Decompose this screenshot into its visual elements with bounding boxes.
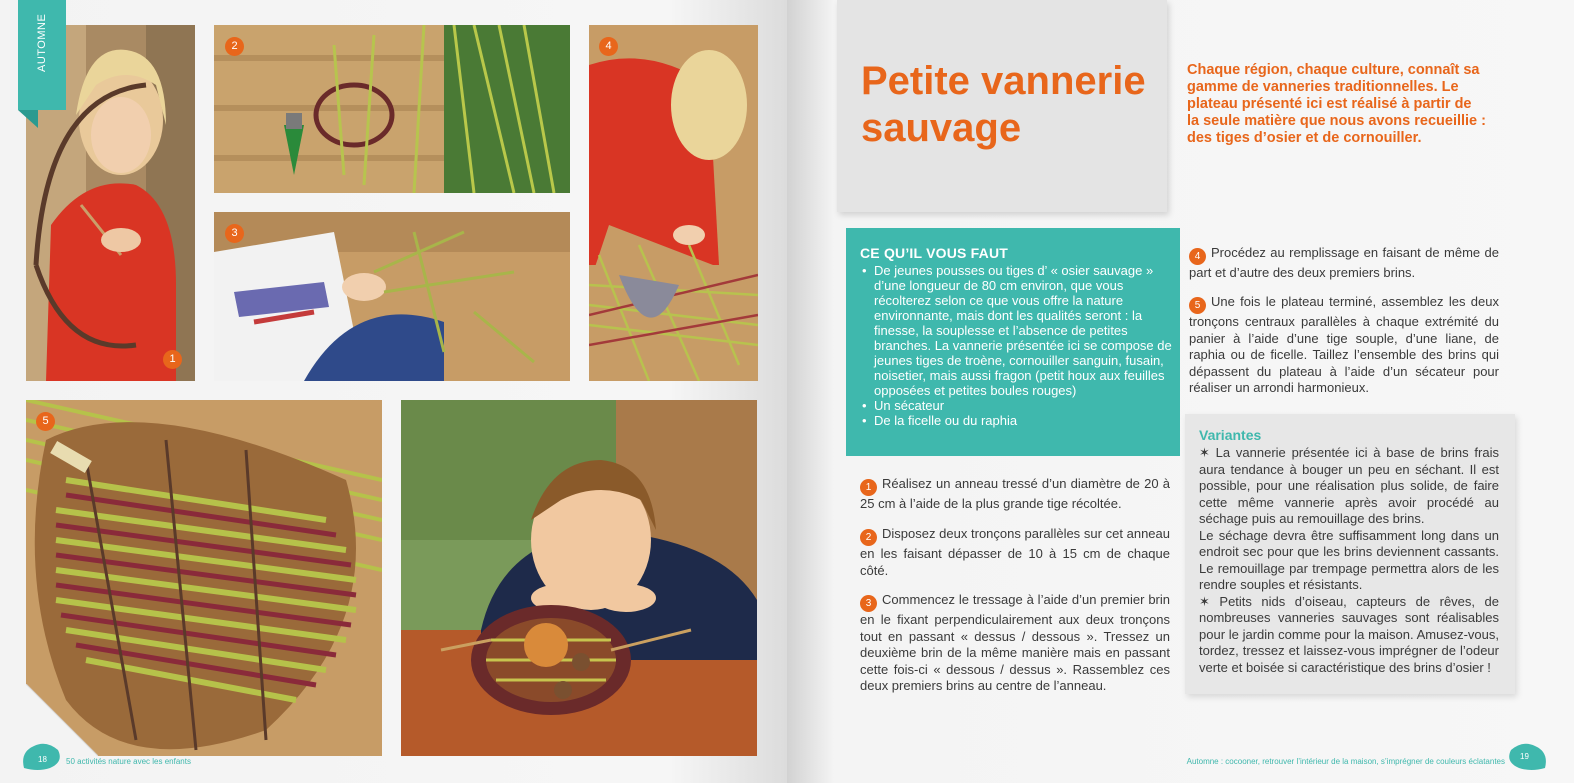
step-1 <box>860 476 1170 513</box>
materials-item: • De la ficelle ou du raphia <box>860 413 1172 428</box>
right-page <box>787 0 1574 783</box>
step-number-badge: 3 <box>860 595 877 612</box>
materials-item: • De jeunes pousses ou tiges d’ « osier sauvage » d’une longueur de 80 cm environ, que vous récolterez selon ce que vous offre la nature environnante, mais dont les qualités seront : la finesse, la souplesse et l’absence de petites branches. La vannerie présentée ici se compose de jeunes tiges de troène, cornouiller sanguin, fusain, noisetier, mais aussi fragon (petit houx aux feuilles opposées et petites boules rouges) <box>860 263 1172 398</box>
section-tab-fold <box>18 110 38 128</box>
variants-heading: Variantes <box>1199 427 1262 443</box>
variants-text <box>1199 445 1499 676</box>
step-text: Commencez le tressage à l’aide d’un premier brin en le fixant perpendiculairement aux deux tronçons tout en passant « dessus / dessous ». Tressez un deuxième brin de la même manière mais en passant cette fois-ci « dessous / dessus ». Rassemblez ces deux premiers brins au centre de l’anneau. <box>860 592 1170 693</box>
photo-badge-2: 2 <box>225 37 244 56</box>
step-4 <box>1189 245 1499 282</box>
footer-left: 50 activités nature avec les enfants <box>66 757 191 766</box>
variants-box <box>1185 414 1515 694</box>
materials-item: • Un sécateur <box>860 398 1172 413</box>
step-5 <box>1189 294 1499 397</box>
variants-paragraph: ✶ La vannerie présentée ici à base de brins frais aura tendance à bouger un peu en séchant. Il est possible, pour une réalisation plus solide, de faire cette même vannerie après avoir procédé au séchage puis au remouillage des brins. <box>1199 445 1499 526</box>
photo-badge-4: 4 <box>599 37 618 56</box>
footer-right: Automne : cocooner, retrouver l’intérieur de la maison, s’imprégner de couleurs éclatantes <box>1186 757 1505 766</box>
materials-list <box>860 263 1172 428</box>
materials-box <box>846 228 1180 456</box>
step-text: Disposez deux tronçons parallèles sur cet anneau en les faisant dépasser de 10 à 15 cm de chaque côté. <box>860 526 1170 578</box>
page-title-line-1: Petite vannerie <box>861 59 1146 103</box>
step-2 <box>860 526 1170 579</box>
section-tab <box>18 0 66 110</box>
step-text: Une fois le plateau terminé, assemblez les deux tronçons centraux parallèles à chaque extrémité du panier à l’aide d’une tige souple, d’une liane, de raphia ou de ficelle. Taillez l’ensemble des brins qui dépassent du plateau à l’aide d’un sécateur pour réaliser un arrondi harmonieux. <box>1189 294 1499 395</box>
step-3 <box>860 592 1170 695</box>
step-number-badge: 4 <box>1189 248 1206 265</box>
photo-girl-weaving <box>589 25 758 381</box>
variants-paragraph: Le séchage devra être suffisamment long dans un endroit sec pour que les brins deviennent cassants. Le remouillage par trempage permettra alors de les rendre souples et résistants. <box>1199 527 1499 592</box>
page-title <box>861 58 1146 152</box>
step-text: Procédez au remplissage en faisant de même de part et d’autre des deux premiers brins. <box>1189 245 1499 280</box>
photo-badge-1: 1 <box>163 350 182 369</box>
photo-badge-5: 5 <box>36 412 55 431</box>
photo-boy-with-tray <box>401 400 757 756</box>
page-title-line-2: sauvage <box>861 106 1022 150</box>
section-tab-label: AUTOMNE <box>36 13 48 73</box>
photo-badge-3: 3 <box>225 224 244 243</box>
step-number-badge: 2 <box>860 529 877 546</box>
variants-paragraph: ✶ Petits nids d’oiseau, capteurs de rêves, de nombreuses vanneries sauvages sont réalisables pour le jardin comme pour la maison. Amusez-vous, tordez, tressez et laissez-vous imprégner de l’odeur verte et boisée si caractéristique des brins d’osier ! <box>1199 593 1499 675</box>
step-text: Réalisez un anneau tressé d’un diamètre de 20 à 25 cm à l’aide de la plus grande tige récoltée. <box>860 476 1170 511</box>
page-number-right: 19 <box>1520 752 1529 761</box>
photo-tools-and-ring <box>214 25 570 193</box>
step-number-badge: 5 <box>1189 297 1206 314</box>
photo-child-weaving <box>214 212 570 381</box>
page-number-left: 18 <box>38 755 47 764</box>
intro-text: Chaque région, chaque culture, connaît sa gamme de vanneries traditionnelles. Le plateau présenté ici est réalisé à partir de la seule matière que nous avons recueillie : des tiges d’osier et de cornouiller. <box>1187 62 1486 146</box>
materials-heading: CE QU’IL VOUS FAUT <box>860 245 1009 261</box>
step-number-badge: 1 <box>860 479 877 496</box>
title-box <box>837 0 1167 212</box>
